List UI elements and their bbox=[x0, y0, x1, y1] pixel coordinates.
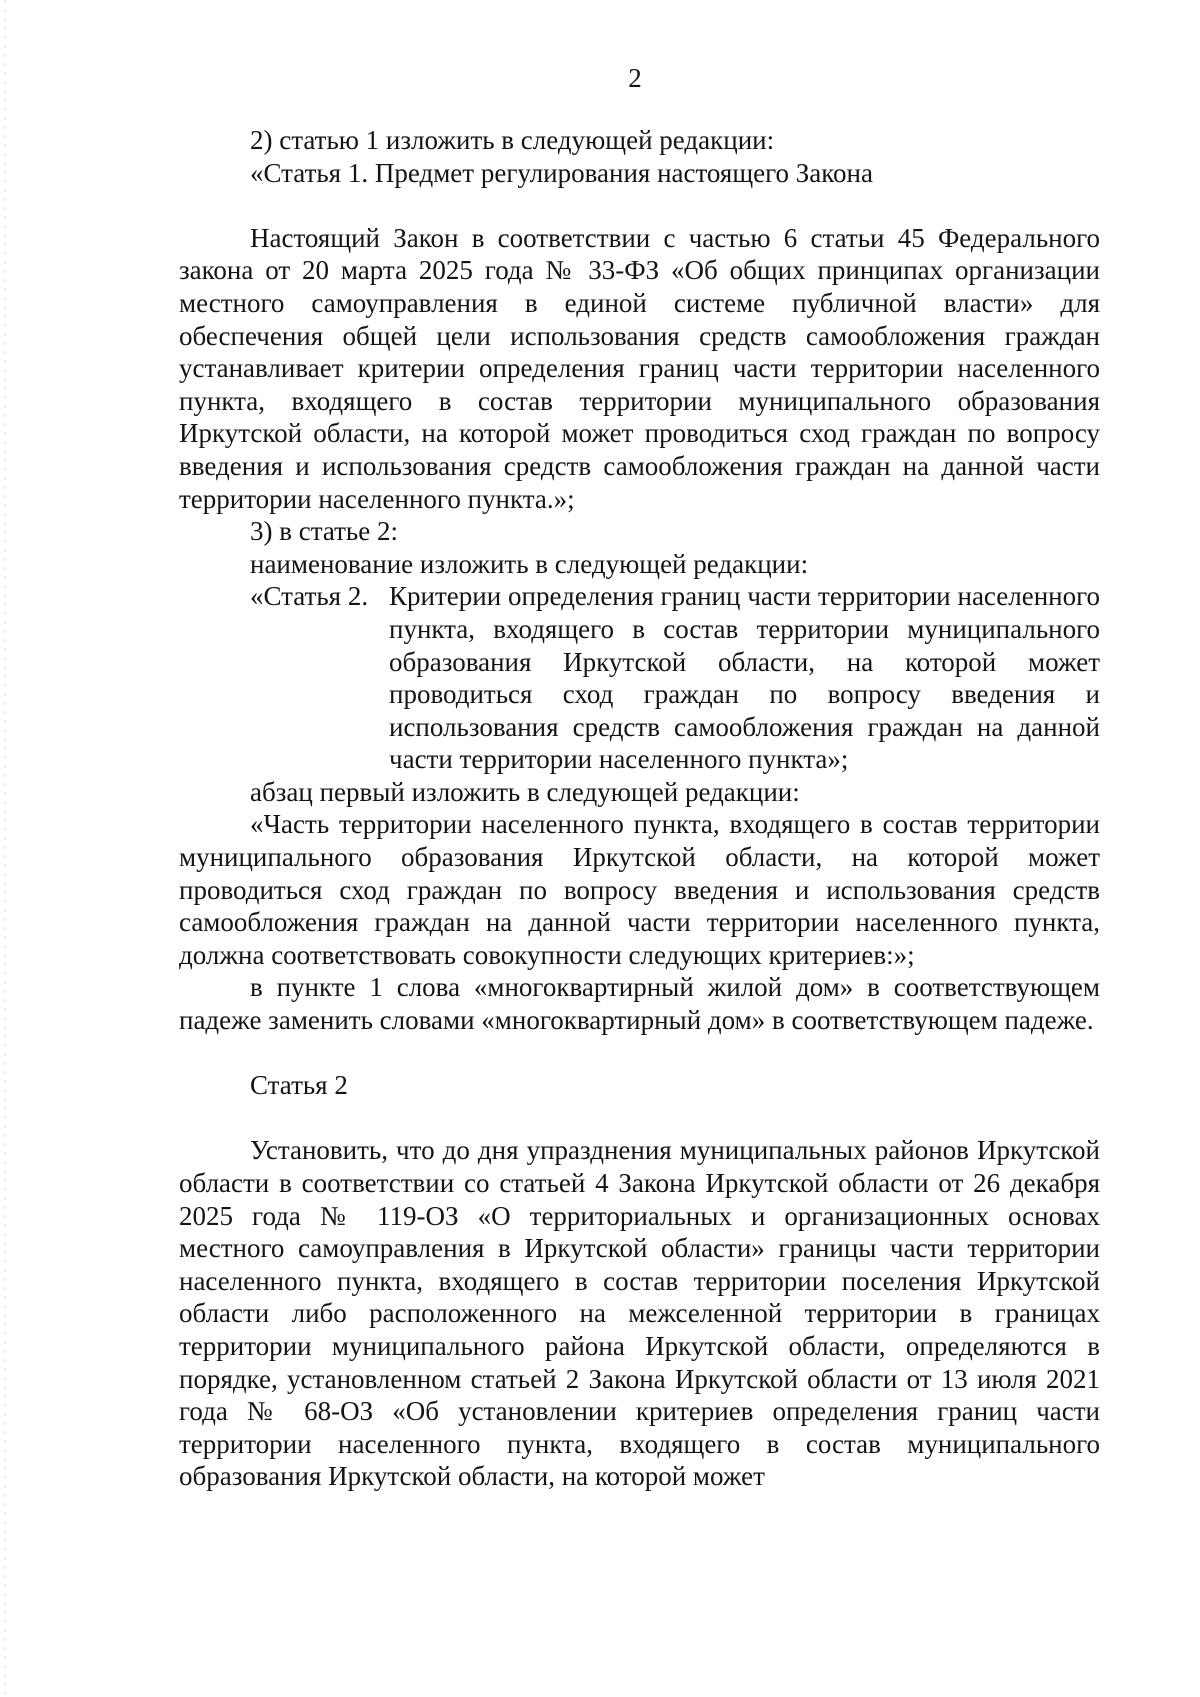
amendment-item-3: 3) в статье 2: bbox=[250, 516, 398, 547]
article-2-title-text: Критерии определения границ части территории населенного пункта, входящего в состав территории муниципального образования Иркутской области, на которой может проводиться сход граждан по вопросу введения и использования средств самообложения граждан на данной части территории населенного пункта»; bbox=[389, 581, 1100, 775]
article-1-body: Настоящий Закон в соответствии с частью 6 статьи 45 Федерального закона от 20 марта 2025 года № 33-ФЗ «Об общих принципах организации местного самоуправления в единой системе публичной власти» для обеспечения общей цели использования средств самообложения граждан устанавливает критерии определения границ части территории населенного пункта, входящего в состав территории муниципального образования Иркутской области, на которой может проводиться сход граждан по вопросу введения и использования средств самообложения граждан на данной части территории населенного пункта.»; bbox=[179, 222, 1100, 514]
title-amendment-intro: наименование изложить в следующей редакции: bbox=[250, 548, 809, 579]
article-2-heading: Статья 2 bbox=[250, 1070, 348, 1101]
document-body bbox=[179, 124, 1100, 1493]
scan-edge-artifact bbox=[4, 0, 6, 1697]
article-2-title-block bbox=[179, 580, 1100, 776]
spacer bbox=[179, 1102, 1100, 1135]
point-1-amendment: в пункте 1 слова «многоквартирный жилой дом» в соответствующем падеже заменить словами «многоквартирный дом» в соответствующем падеже. bbox=[179, 972, 1100, 1036]
first-paragraph-new-text: «Часть территории населенного пункта, входящего в состав территории муниципального образования Иркутской области, на которой может проводиться сход граждан по вопросу введения и использования средств самообложения граждан на данной части территории населенного пункта, должна соответствовать совокупности следующих критериев:»; bbox=[179, 809, 1100, 970]
amendment-item-2: 2) статью 1 изложить в следующей редакции: bbox=[250, 125, 775, 155]
spacer bbox=[179, 1037, 1100, 1070]
spacer bbox=[179, 189, 1100, 222]
first-paragraph-amendment-intro: абзац первый изложить в следующей редакции: bbox=[250, 776, 800, 807]
article-2-body: Установить, что до дня упразднения муниципальных районов Иркутской области в соответствии со статьей 4 Закона Иркутской области от 26 декабря 2025 года № 119-ОЗ «О территориальных и организационных основах местного самоуправления в Иркутской области» границы части территории населенного пункта, входящего в состав территории поселения Иркутской области либо расположенного на межселенной территории в границах территории муниципального района Иркутской области, определяются в порядке, установленном статьей 2 Закона Иркутской области от 13 июля 2021 года № 68-ОЗ «Об установлении критериев определения границ части территории населенного пункта, входящего в состав муниципального образования Иркутской области, на которой может bbox=[179, 1135, 1100, 1492]
page-number: 2 bbox=[628, 63, 642, 93]
article-1-heading-quoted: «Статья 1. Предмет регулирования настоящего Закона bbox=[250, 157, 873, 188]
article-2-label: «Статья 2. bbox=[250, 581, 369, 612]
